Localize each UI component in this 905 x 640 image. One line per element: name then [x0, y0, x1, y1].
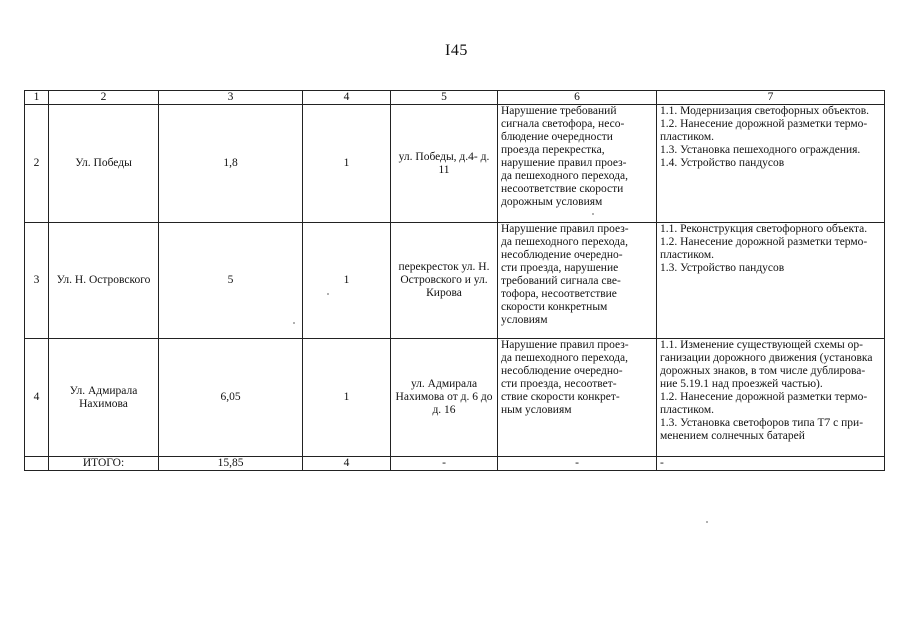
table-row [25, 339, 885, 457]
row-number: 3 [25, 223, 49, 339]
total-row [25, 457, 885, 471]
total-empty-cell [25, 457, 49, 471]
violation-line: сти проезда, нарушение [501, 262, 619, 274]
street-name: Ул. Победы [49, 105, 159, 223]
violation-line: условиям [501, 314, 548, 326]
total-label: ИТОГО: [49, 457, 159, 471]
measure-line: 1.3. Устройство пандусов [660, 262, 785, 274]
location-text: перекресток ул. Н. Островского и ул. Кирова [391, 223, 498, 339]
total-location: - [391, 457, 498, 471]
measure-line: 1.2. Нанесение дорожной разметки термо- [660, 118, 868, 130]
table-row [25, 223, 885, 339]
total-measures: - [657, 457, 885, 471]
measures-cell [657, 105, 885, 223]
violation-line: проезда перекрестка, [501, 144, 605, 156]
measure-line: 1.1. Изменение существующей схемы ор- [660, 339, 863, 351]
measures-table [24, 90, 885, 471]
violation-line: тофора, несоответствие [501, 288, 617, 300]
scan-speck [592, 213, 594, 215]
violation-line: сти проезда, несоответ- [501, 378, 617, 390]
violation-line: блюдение очередности [501, 131, 613, 143]
violation-line: дорожным условиям [501, 196, 603, 208]
measure-line: 1.4. Устройство пандусов [660, 157, 785, 169]
header-cell: 7 [657, 91, 885, 105]
violation-line: Нарушение требований [501, 105, 617, 117]
violation-line: несоблюдение очередно- [501, 365, 623, 377]
total-count: 4 [303, 457, 391, 471]
violations-cell [498, 339, 657, 457]
measure-line: 1.1. Реконструкция светофорного объекта. [660, 223, 868, 235]
measure-line: дорожных знаков, в том числе дублирова- [660, 365, 866, 377]
length-value: 5 [159, 223, 303, 339]
violation-line: скорости конкретным [501, 301, 608, 313]
scan-speck [327, 293, 329, 295]
violation-line: нарушение правил проез- [501, 157, 627, 169]
row-number: 2 [25, 105, 49, 223]
count-value: 1 [303, 339, 391, 457]
scan-speck [706, 521, 708, 523]
header-row [25, 91, 885, 105]
violation-line: да пешеходного перехода, [501, 352, 628, 364]
header-cell: 4 [303, 91, 391, 105]
scan-speck [293, 322, 295, 324]
measure-line: 1.3. Установка пешеходного ограждения. [660, 144, 861, 156]
measure-line: 1.3. Установка светофоров типа Т7 с при- [660, 417, 864, 429]
violation-line: несоответствие скорости [501, 183, 624, 195]
street-name: Ул. Адмирала Нахимова [49, 339, 159, 457]
violation-line: несоблюдение очередно- [501, 249, 623, 261]
measure-line: 1.2. Нанесение дорожной разметки термо- [660, 391, 868, 403]
page-number: I45 [445, 42, 468, 59]
measure-line: ганизации дорожного движения (установка [660, 352, 873, 364]
measure-line: менением солнечных батарей [660, 430, 805, 442]
row-number: 4 [25, 339, 49, 457]
violation-line: ствие скорости конкрет- [501, 391, 620, 403]
table-row [25, 105, 885, 223]
header-cell: 3 [159, 91, 303, 105]
violation-line: да пешеходного перехода, [501, 170, 628, 182]
violations-cell [498, 105, 657, 223]
violation-line: требований сигнала све- [501, 275, 621, 287]
street-name: Ул. Н. Островского [49, 223, 159, 339]
violation-line: да пешеходного перехода, [501, 236, 628, 248]
violations-cell [498, 223, 657, 339]
measure-line: 1.2. Нанесение дорожной разметки термо- [660, 236, 868, 248]
violation-line: ным условиям [501, 404, 572, 416]
total-violations: - [498, 457, 657, 471]
violation-line: Нарушение правил проез- [501, 223, 629, 235]
count-value: 1 [303, 223, 391, 339]
violation-line: сигнала светофора, несо- [501, 118, 625, 130]
header-cell: 1 [25, 91, 49, 105]
measure-line: пластиком. [660, 249, 714, 261]
header-cell: 2 [49, 91, 159, 105]
violation-line: Нарушение правил проез- [501, 339, 629, 351]
measure-line: ние 5.19.1 над проезжей частью). [660, 378, 823, 390]
count-value: 1 [303, 105, 391, 223]
length-value: 6,05 [159, 339, 303, 457]
header-cell: 6 [498, 91, 657, 105]
location-text: ул. Победы, д.4- д. 11 [391, 105, 498, 223]
measure-line: пластиком. [660, 404, 714, 416]
measures-cell [657, 223, 885, 339]
measure-line: пластиком. [660, 131, 714, 143]
measure-line: 1.1. Модернизация светофорных объектов. [660, 105, 869, 117]
location-text: ул. Адмирала Нахимова от д. 6 до д. 16 [391, 339, 498, 457]
total-length: 15,85 [159, 457, 303, 471]
measures-cell [657, 339, 885, 457]
header-cell: 5 [391, 91, 498, 105]
length-value: 1,8 [159, 105, 303, 223]
